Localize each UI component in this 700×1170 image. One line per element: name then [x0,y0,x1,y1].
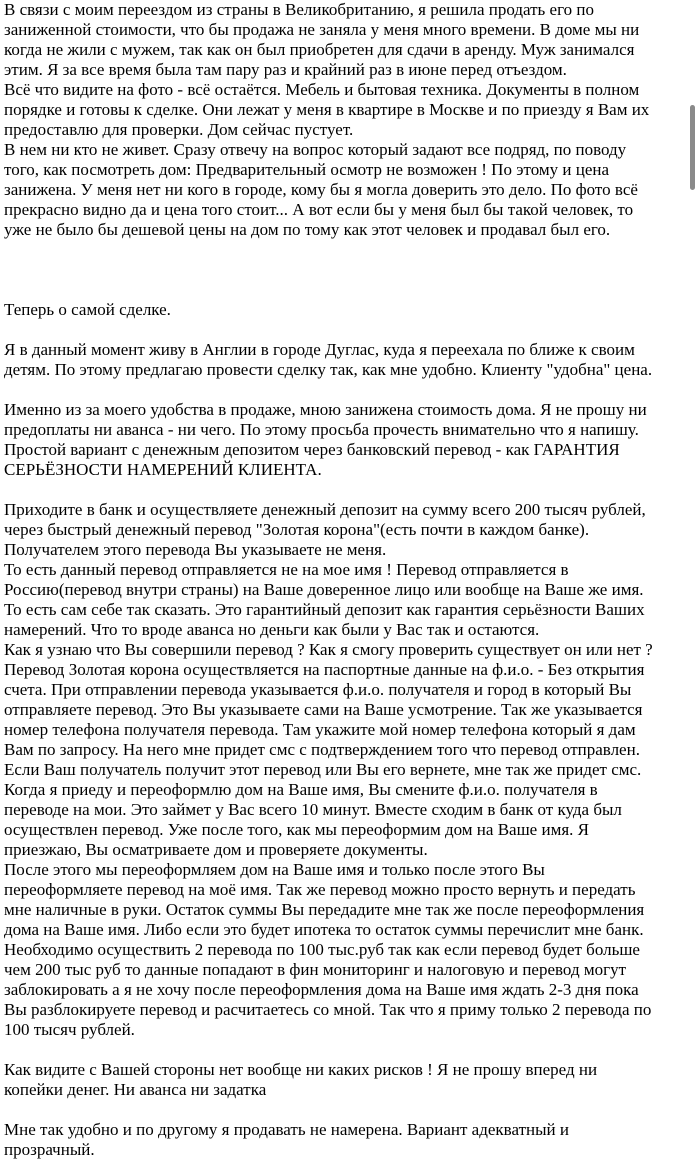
text-line: уже не было бы дешевой цены на дом по тому как этот человек и продавал был его. [4,220,611,239]
text-line: Необходимо осуществить 2 перевода по 100 тыс.руб так как если перевод будет больше [4,940,640,959]
text-line: Мне так удобно и по другому я продавать не намерена. Вариант адекватный и [4,1120,569,1139]
text-line: В нем ни кто не живет. Сразу отвечу на вопрос который задают все подряд, по поводу [4,140,627,159]
text-line [4,480,686,500]
text-line: осуществлен перевод. Уже после того, как мы переоформим дом на Ваше имя. Я [4,820,589,839]
listing-description-text [4,0,686,1160]
text-line: В связи с моим переездом из страны в Великобританию, я решила продать его по [4,0,595,19]
text-line: занижена. У меня нет ни кого в городе, кому бы я могла доверить это дело. По фото всё [4,180,638,199]
text-line [4,380,686,400]
text-line: СЕРЬЁЗНОСТИ НАМЕРЕНИЙ КЛИЕНТА. [4,460,322,479]
text-line: Вам по запросу. На него мне придет смс с подтверждением того что перевод отправлен. [4,740,640,759]
text-line: заниженной стоимости, что бы продажа не заняла у меня много времени. В доме мы ни [4,20,640,39]
text-line: мне наличные в руки. Остаток суммы Вы передадите мне так же после переоформления [4,900,645,919]
text-line [4,1040,686,1060]
text-line: счета. При отправлении перевода указывается ф.и.о. получателя и город в который Вы [4,680,632,699]
text-line: Перевод Золотая корона осуществляется на паспортные данные на ф.и.о. - Без открытия [4,660,645,679]
text-line [4,280,686,300]
text-line [4,320,686,340]
text-line: Теперь о самой сделке. [4,300,171,319]
text-line: дома на Ваше имя. Либо если это будет ипотека то остаток суммы перечислит мне банк. [4,920,644,939]
text-line: 100 тысяч рублей. [4,1020,135,1039]
text-line: Вы разблокируете перевод и расчитаетесь со мной. Так что я приму только 2 перевода по [4,1000,652,1019]
text-line: Как видите с Вашей стороны нет вообще ни каких рисков ! Я не прошу вперед ни [4,1060,598,1079]
text-line: переоформляете перевод на моё имя. Так же перевод можно просто вернуть и передать [4,880,636,899]
text-line: Приходите в банк и осуществляете денежный депозит на сумму всего 200 тысяч рублей, [4,500,646,519]
text-line: прозрачный. [4,1140,95,1159]
scrollbar-thumb[interactable] [690,105,695,190]
text-line: чем 200 тыс руб то данные попадают в фин мониторинг и налоговую и перевод могут [4,960,627,979]
text-line: когда не жили с мужем, так как он был приобретен для сдачи в аренду. Муж занимался [4,40,635,59]
text-line [4,260,686,280]
text-line: Я в данный момент живу в Англии в городе Дуглас, куда я переехала по ближе к своим [4,340,635,359]
text-line: Когда я приеду и переоформлю дом на Ваше имя, Вы смените ф.и.о. получателя в [4,780,598,799]
text-line: Получателем этого перевода Вы указываете не меня. [4,540,387,559]
text-line [4,1100,686,1120]
text-line: прекрасно видно да и цена того стоит... А вот если бы у меня был бы такой человек, то [4,200,634,219]
text-line: То есть данный перевод отправляется не на мое имя ! Перевод отправляется в [4,560,569,579]
text-line: детям. По этому предлагаю провести сделку так, как мне удобно. Клиенту "удобна" цена. [4,360,653,379]
text-line: Всё что видите на фото - всё остаётся. Мебель и бытовая техника. Документы в полном [4,80,640,99]
text-line: Простой вариант с денежным депозитом через банковский перевод - как ГАРАНТИЯ [4,440,620,459]
text-line: того, как посмотреть дом: Предварительный осмотр не возможен ! По этому и цена [4,160,610,179]
text-line: Как я узнаю что Вы совершили перевод ? Как я смогу проверить существует он или нет ? [4,640,653,659]
text-line: Если Ваш получатель получит этот перевод или Вы его вернете, мне так же придет смс. [4,760,642,779]
text-line: номер телефона получателя перевода. Там укажите мой номер телефона который я дам [4,720,636,739]
text-line: отправляете перевод. Это Вы указываете сами на Ваше усмотрение. Так же указывается [4,700,643,719]
text-line: предоплаты ни аванса - ни чего. По этому просьба прочесть внимательно что я напишу. [4,420,639,439]
text-line: Именно из за моего удобства в продаже, мною занижена стоимость дома. Я не прошу ни [4,400,647,419]
text-line: заблокировать а я не хочу после переоформления дома на Ваше имя ждать 2-3 дня пока [4,980,639,999]
text-line: Россию(перевод внутри страны) на Ваше доверенное лицо или вообще на Ваше же имя. [4,580,644,599]
text-line: приезжаю, Вы осматриваете дом и проверяете документы. [4,840,428,859]
text-line: через быстрый денежный перевод "Золотая корона"(есть почти в каждом банке). [4,520,590,539]
text-line [4,240,686,260]
text-line: намерений. Что то вроде аванса но деньги как были у Вас так и остаются. [4,620,540,639]
text-line: То есть сам себе так сказать. Это гарантийный депозит как гарантия серьёзности Ваших [4,600,645,619]
text-line: копейки денег. Ни аванса ни задатка [4,1080,267,1099]
text-line: порядке и готовы к сделке. Они лежат у меня в квартире в Москве и по приезду я Вам их [4,100,650,119]
text-line: После этого мы переоформляем дом на Ваше имя и только после этого Вы [4,860,545,879]
text-line: этим. Я за все время была там пару раз и крайний раз в июне перед отъездом. [4,60,567,79]
text-line: переводе на мои. Это займет у Вас всего 10 минут. Вместе сходим в банк от куда был [4,800,622,819]
text-line: предоставлю для проверки. Дом сейчас пустует. [4,120,354,139]
